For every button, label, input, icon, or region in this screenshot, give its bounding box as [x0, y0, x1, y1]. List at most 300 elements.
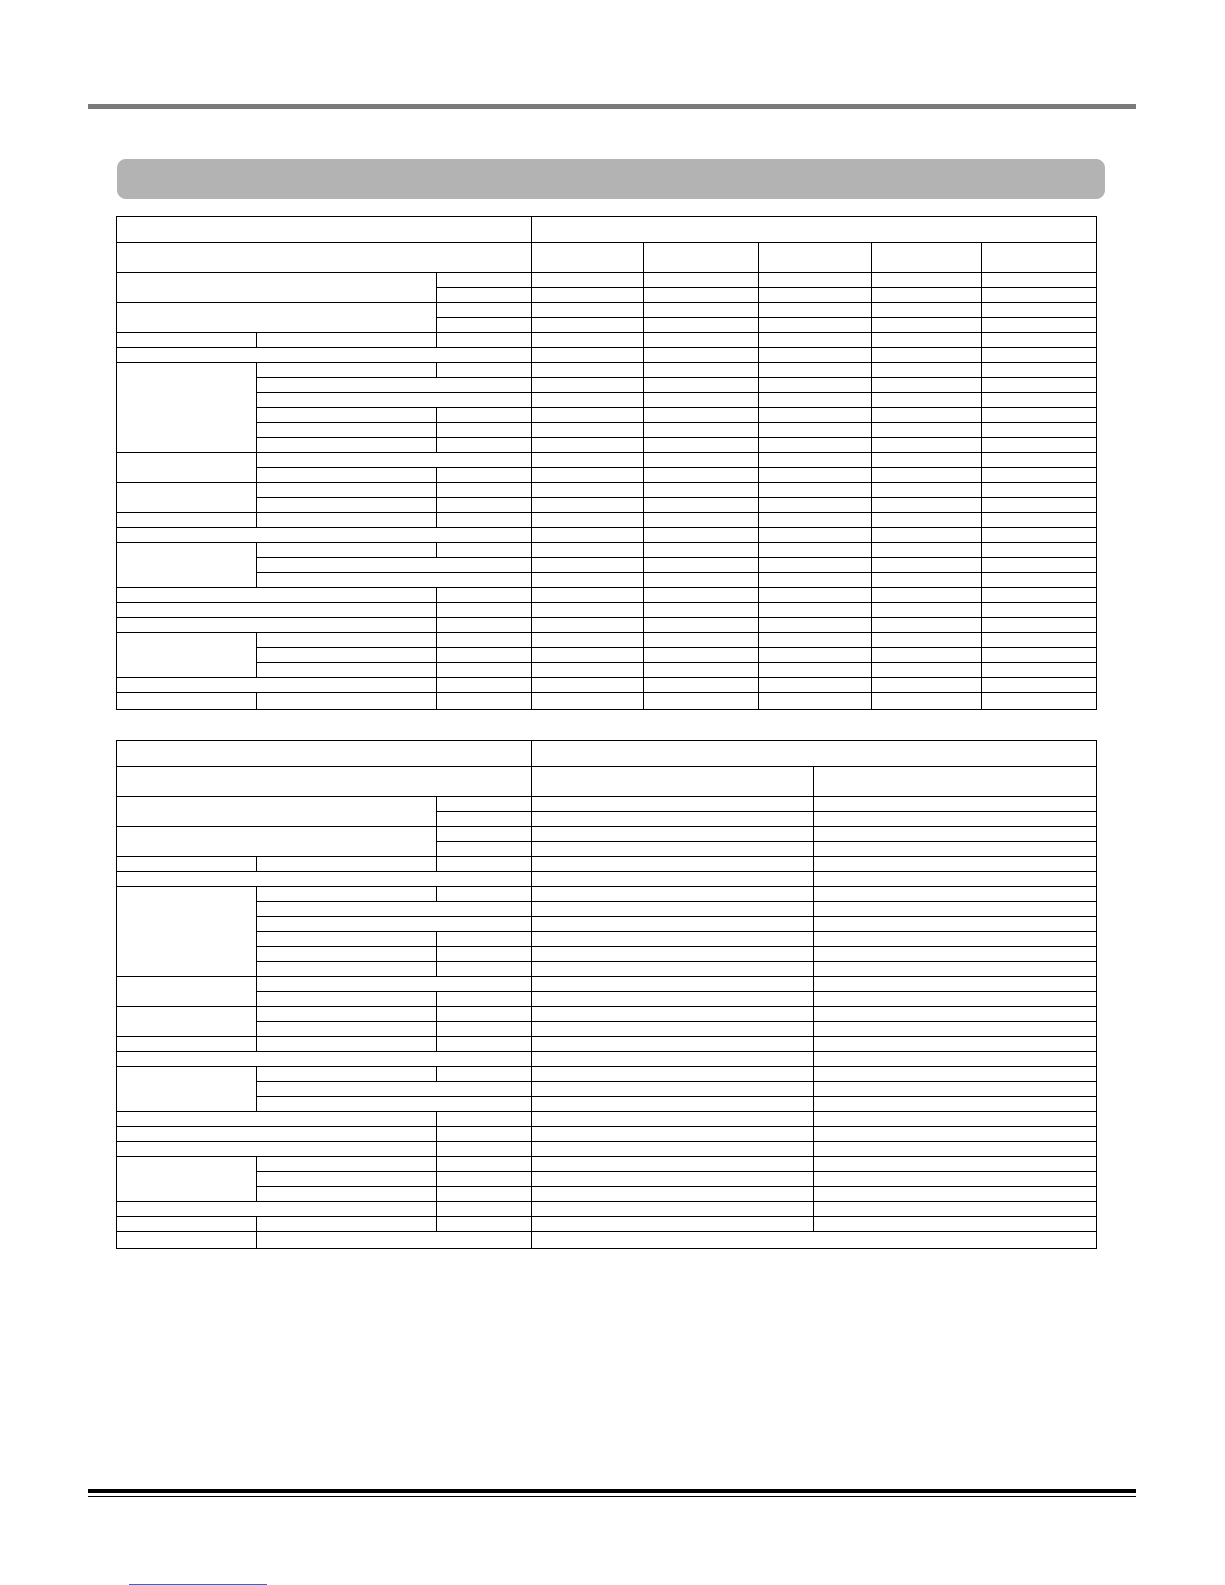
- table-cell: [257, 917, 532, 932]
- table-row: [117, 932, 1097, 947]
- table-row: [117, 393, 1097, 408]
- table-cell: [117, 1007, 257, 1037]
- table-cell: [437, 1037, 532, 1052]
- table-cell: [532, 618, 644, 633]
- table-row: [117, 678, 1097, 693]
- table-cell: [532, 573, 644, 588]
- table-row: [117, 423, 1097, 438]
- table-cell: [117, 1127, 437, 1142]
- table-cell: [437, 333, 532, 348]
- table-cell: [437, 1007, 532, 1022]
- table-cell: [437, 887, 532, 902]
- table-cell: [759, 588, 872, 603]
- table-cell: [814, 1172, 1097, 1187]
- table-cell: [437, 678, 532, 693]
- table-cell: [872, 693, 982, 710]
- table-cell: [814, 812, 1097, 827]
- table-cell: [644, 618, 759, 633]
- table-cell: [437, 797, 532, 812]
- table-cell: [532, 318, 644, 333]
- table-cell: [532, 453, 644, 468]
- table-cell: [759, 618, 872, 633]
- table-cell: [982, 543, 1097, 558]
- table-cell: [644, 603, 759, 618]
- table-cell: [872, 498, 982, 513]
- table-cell: [872, 273, 982, 288]
- table-cell: [257, 1022, 437, 1037]
- table-cell: [532, 243, 644, 273]
- table-cell: [872, 438, 982, 453]
- table-row: [117, 363, 1097, 378]
- table-cell: [437, 1217, 532, 1232]
- table-cell: [814, 1067, 1097, 1082]
- table-cell: [982, 333, 1097, 348]
- table-cell: [759, 528, 872, 543]
- table-cell: [532, 543, 644, 558]
- table-cell: [759, 423, 872, 438]
- table-cell: [532, 633, 644, 648]
- table-cell: [437, 1157, 532, 1172]
- table-cell: [532, 1142, 814, 1157]
- table-cell: [257, 423, 437, 438]
- specifications-table-2-body: [117, 741, 1097, 1249]
- table-cell: [257, 363, 437, 378]
- table-cell: [117, 453, 257, 483]
- table-cell: [872, 348, 982, 363]
- table-cell: [532, 273, 644, 288]
- table-cell: [644, 273, 759, 288]
- table-cell: [532, 217, 1097, 243]
- table-cell: [117, 693, 257, 710]
- table-cell: [437, 1187, 532, 1202]
- table-cell: [814, 1097, 1097, 1112]
- table-cell: [644, 663, 759, 678]
- table-cell: [257, 393, 532, 408]
- table-cell: [759, 348, 872, 363]
- section-banner: [117, 159, 1105, 199]
- table-cell: [117, 1112, 437, 1127]
- table-row: [117, 1232, 1097, 1249]
- table-row: [117, 947, 1097, 962]
- table-cell: [532, 528, 644, 543]
- table-cell: [437, 1127, 532, 1142]
- table-cell: [117, 1232, 257, 1249]
- table-cell: [257, 1217, 437, 1232]
- table-cell: [257, 333, 437, 348]
- table-cell: [117, 348, 532, 363]
- table-cell: [872, 603, 982, 618]
- table-cell: [532, 1127, 814, 1142]
- table-row: [117, 917, 1097, 932]
- table-cell: [117, 588, 437, 603]
- table-row: [117, 1037, 1097, 1052]
- table-cell: [814, 932, 1097, 947]
- table-cell: [257, 663, 437, 678]
- table-cell: [532, 1157, 814, 1172]
- table-cell: [257, 1067, 437, 1082]
- table-cell: [117, 603, 437, 618]
- table-row: [117, 618, 1097, 633]
- table-cell: [437, 1112, 532, 1127]
- table-cell: [117, 543, 257, 588]
- table-cell: [257, 693, 437, 710]
- table-cell: [872, 333, 982, 348]
- table-cell: [759, 633, 872, 648]
- table-cell: [759, 498, 872, 513]
- table-cell: [644, 453, 759, 468]
- table-cell: [437, 633, 532, 648]
- table-cell: [532, 1082, 814, 1097]
- specifications-table-1-body: [117, 217, 1097, 710]
- table-cell: [437, 1022, 532, 1037]
- table-cell: [814, 1022, 1097, 1037]
- table-cell: [644, 483, 759, 498]
- table-row: [117, 1142, 1097, 1157]
- table-cell: [759, 663, 872, 678]
- table-cell: [532, 857, 814, 872]
- table-cell: [257, 1187, 437, 1202]
- table-row: [117, 498, 1097, 513]
- table-cell: [437, 303, 532, 318]
- table-cell: [117, 872, 532, 887]
- table-cell: [532, 648, 644, 663]
- table-cell: [437, 693, 532, 710]
- table-cell: [117, 618, 437, 633]
- table-cell: [982, 393, 1097, 408]
- table-cell: [872, 648, 982, 663]
- table-cell: [257, 902, 532, 917]
- table-cell: [532, 872, 814, 887]
- table-cell: [437, 663, 532, 678]
- table-cell: [644, 543, 759, 558]
- table-cell: [257, 513, 437, 528]
- table-row: [117, 1187, 1097, 1202]
- table-cell: [872, 303, 982, 318]
- table-cell: [644, 393, 759, 408]
- table-cell: [532, 1007, 814, 1022]
- table-cell: [982, 453, 1097, 468]
- table-cell: [257, 543, 437, 558]
- table-cell: [644, 318, 759, 333]
- table-cell: [532, 827, 814, 842]
- table-cell: [814, 902, 1097, 917]
- table-cell: [117, 528, 532, 543]
- table-cell: [814, 1217, 1097, 1232]
- table-cell: [437, 498, 532, 513]
- table-cell: [437, 438, 532, 453]
- table-cell: [982, 288, 1097, 303]
- table-cell: [437, 1172, 532, 1187]
- table-cell: [644, 513, 759, 528]
- table-cell: [437, 483, 532, 498]
- table-cell: [644, 243, 759, 273]
- table-cell: [437, 588, 532, 603]
- table-cell: [437, 947, 532, 962]
- table-cell: [982, 483, 1097, 498]
- table-cell: [257, 1037, 437, 1052]
- table-cell: [532, 378, 644, 393]
- table-cell: [257, 1097, 532, 1112]
- table-cell: [759, 438, 872, 453]
- table-cell: [532, 408, 644, 423]
- table-row: [117, 1217, 1097, 1232]
- table-cell: [872, 288, 982, 303]
- table-cell: [872, 393, 982, 408]
- table-cell: [982, 618, 1097, 633]
- table-cell: [982, 693, 1097, 710]
- table-cell: [532, 812, 814, 827]
- table-cell: [759, 693, 872, 710]
- table-cell: [872, 483, 982, 498]
- table-row: [117, 1112, 1097, 1127]
- table-cell: [257, 1172, 437, 1187]
- table-cell: [117, 633, 257, 678]
- table-cell: [872, 468, 982, 483]
- table-cell: [644, 348, 759, 363]
- table-cell: [644, 498, 759, 513]
- table-cell: [437, 648, 532, 663]
- table-row: [117, 902, 1097, 917]
- table-cell: [532, 1052, 814, 1067]
- table-cell: [759, 483, 872, 498]
- table-cell: [644, 678, 759, 693]
- table-cell: [532, 1232, 1097, 1249]
- table-row: [117, 303, 1097, 318]
- table-cell: [437, 603, 532, 618]
- table-cell: [982, 303, 1097, 318]
- table-cell: [257, 438, 437, 453]
- table-row: [117, 333, 1097, 348]
- table-row: [117, 1007, 1097, 1022]
- table-cell: [872, 663, 982, 678]
- table-cell: [117, 1202, 437, 1217]
- table-cell: [872, 678, 982, 693]
- table-cell: [117, 243, 532, 273]
- table-cell: [872, 573, 982, 588]
- table-cell: [532, 917, 814, 932]
- table-cell: [532, 513, 644, 528]
- table-cell: [759, 453, 872, 468]
- table-cell: [532, 1022, 814, 1037]
- table-cell: [532, 1172, 814, 1187]
- table-cell: [257, 857, 437, 872]
- table-cell: [532, 741, 1097, 767]
- table-cell: [814, 977, 1097, 992]
- footer-link[interactable]: [129, 1570, 267, 1585]
- table-cell: [117, 827, 437, 857]
- table-cell: [117, 273, 437, 303]
- table-cell: [437, 408, 532, 423]
- table-cell: [437, 992, 532, 1007]
- table-cell: [982, 498, 1097, 513]
- table-cell: [644, 633, 759, 648]
- table-cell: [257, 1232, 532, 1249]
- table-cell: [814, 947, 1097, 962]
- table-cell: [982, 378, 1097, 393]
- table-cell: [117, 363, 257, 453]
- table-cell: [872, 408, 982, 423]
- table-cell: [117, 678, 437, 693]
- table-cell: [982, 678, 1097, 693]
- table-cell: [759, 318, 872, 333]
- table-cell: [644, 588, 759, 603]
- table-row: [117, 468, 1097, 483]
- table-row: [117, 573, 1097, 588]
- table-cell: [117, 977, 257, 1007]
- table-cell: [257, 1082, 532, 1097]
- table-row: [117, 887, 1097, 902]
- table-cell: [437, 1202, 532, 1217]
- specifications-table-1: [116, 216, 1097, 710]
- table-row: [117, 648, 1097, 663]
- table-cell: [982, 273, 1097, 288]
- table-cell: [117, 333, 257, 348]
- table-cell: [872, 513, 982, 528]
- table-cell: [532, 288, 644, 303]
- table-cell: [814, 1142, 1097, 1157]
- table-cell: [982, 648, 1097, 663]
- table-cell: [814, 992, 1097, 1007]
- table-cell: [117, 1157, 257, 1202]
- table-cell: [437, 363, 532, 378]
- table-row: [117, 558, 1097, 573]
- table-row: [117, 588, 1097, 603]
- table-cell: [532, 678, 644, 693]
- table-row: [117, 1097, 1097, 1112]
- table-cell: [872, 618, 982, 633]
- table-cell: [437, 812, 532, 827]
- table-cell: [117, 741, 532, 767]
- table-cell: [257, 633, 437, 648]
- table-cell: [117, 303, 437, 333]
- table-cell: [759, 648, 872, 663]
- table-cell: [257, 887, 437, 902]
- table-cell: [532, 333, 644, 348]
- table-row: [117, 1202, 1097, 1217]
- table-cell: [814, 917, 1097, 932]
- table-cell: [814, 1127, 1097, 1142]
- table-cell: [532, 438, 644, 453]
- table-cell: [759, 303, 872, 318]
- table-cell: [814, 842, 1097, 857]
- table-cell: [759, 363, 872, 378]
- table-row: [117, 767, 1097, 797]
- table-cell: [814, 1202, 1097, 1217]
- table-cell: [814, 1187, 1097, 1202]
- table-row: [117, 663, 1097, 678]
- table-cell: [982, 603, 1097, 618]
- table-cell: [532, 1097, 814, 1112]
- table-cell: [532, 393, 644, 408]
- table-row: [117, 797, 1097, 812]
- table-cell: [117, 797, 437, 827]
- table-cell: [982, 513, 1097, 528]
- table-cell: [814, 797, 1097, 812]
- table-cell: [532, 1112, 814, 1127]
- table-cell: [532, 303, 644, 318]
- table-cell: [644, 378, 759, 393]
- table-cell: [532, 483, 644, 498]
- table-cell: [117, 1142, 437, 1157]
- footer-rule-thin: [88, 1496, 1136, 1497]
- table-cell: [257, 483, 437, 498]
- table-row: [117, 1052, 1097, 1067]
- table-row: [117, 992, 1097, 1007]
- footer-rule: [88, 1489, 1136, 1493]
- table-cell: [437, 288, 532, 303]
- table-cell: [117, 1037, 257, 1052]
- table-cell: [759, 288, 872, 303]
- table-cell: [257, 1157, 437, 1172]
- table-row: [117, 438, 1097, 453]
- table-cell: [644, 468, 759, 483]
- table-cell: [644, 363, 759, 378]
- table-cell: [759, 603, 872, 618]
- table-cell: [814, 1082, 1097, 1097]
- table-cell: [257, 468, 437, 483]
- table-row: [117, 273, 1097, 288]
- table-cell: [257, 378, 532, 393]
- table-cell: [982, 348, 1097, 363]
- table-cell: [532, 1217, 814, 1232]
- table-cell: [814, 962, 1097, 977]
- table-cell: [872, 378, 982, 393]
- table-cell: [814, 1112, 1097, 1127]
- table-cell: [532, 363, 644, 378]
- table-cell: [532, 348, 644, 363]
- table-cell: [759, 558, 872, 573]
- table-row: [117, 1127, 1097, 1142]
- table-row: [117, 378, 1097, 393]
- table-cell: [759, 393, 872, 408]
- table-row: [117, 408, 1097, 423]
- table-cell: [437, 618, 532, 633]
- table-row: [117, 633, 1097, 648]
- table-cell: [437, 932, 532, 947]
- table-cell: [257, 408, 437, 423]
- table-row: [117, 528, 1097, 543]
- table-row: [117, 1067, 1097, 1082]
- table-cell: [532, 468, 644, 483]
- table-cell: [257, 947, 437, 962]
- table-cell: [982, 318, 1097, 333]
- table-row: [117, 1082, 1097, 1097]
- table-cell: [814, 887, 1097, 902]
- table-row: [117, 483, 1097, 498]
- table-cell: [644, 573, 759, 588]
- table-cell: [982, 573, 1097, 588]
- table-cell: [982, 423, 1097, 438]
- table-cell: [532, 693, 644, 710]
- table-cell: [257, 932, 437, 947]
- table-cell: [982, 528, 1097, 543]
- table-cell: [644, 648, 759, 663]
- table-cell: [644, 693, 759, 710]
- table-cell: [982, 588, 1097, 603]
- table-row: [117, 1172, 1097, 1187]
- table-cell: [532, 962, 814, 977]
- table-cell: [532, 1037, 814, 1052]
- table-cell: [532, 797, 814, 812]
- table-cell: [872, 588, 982, 603]
- table-cell: [872, 543, 982, 558]
- table-cell: [759, 273, 872, 288]
- table-cell: [257, 558, 532, 573]
- table-row: [117, 977, 1097, 992]
- table-cell: [437, 423, 532, 438]
- table-cell: [437, 1067, 532, 1082]
- table-cell: [759, 468, 872, 483]
